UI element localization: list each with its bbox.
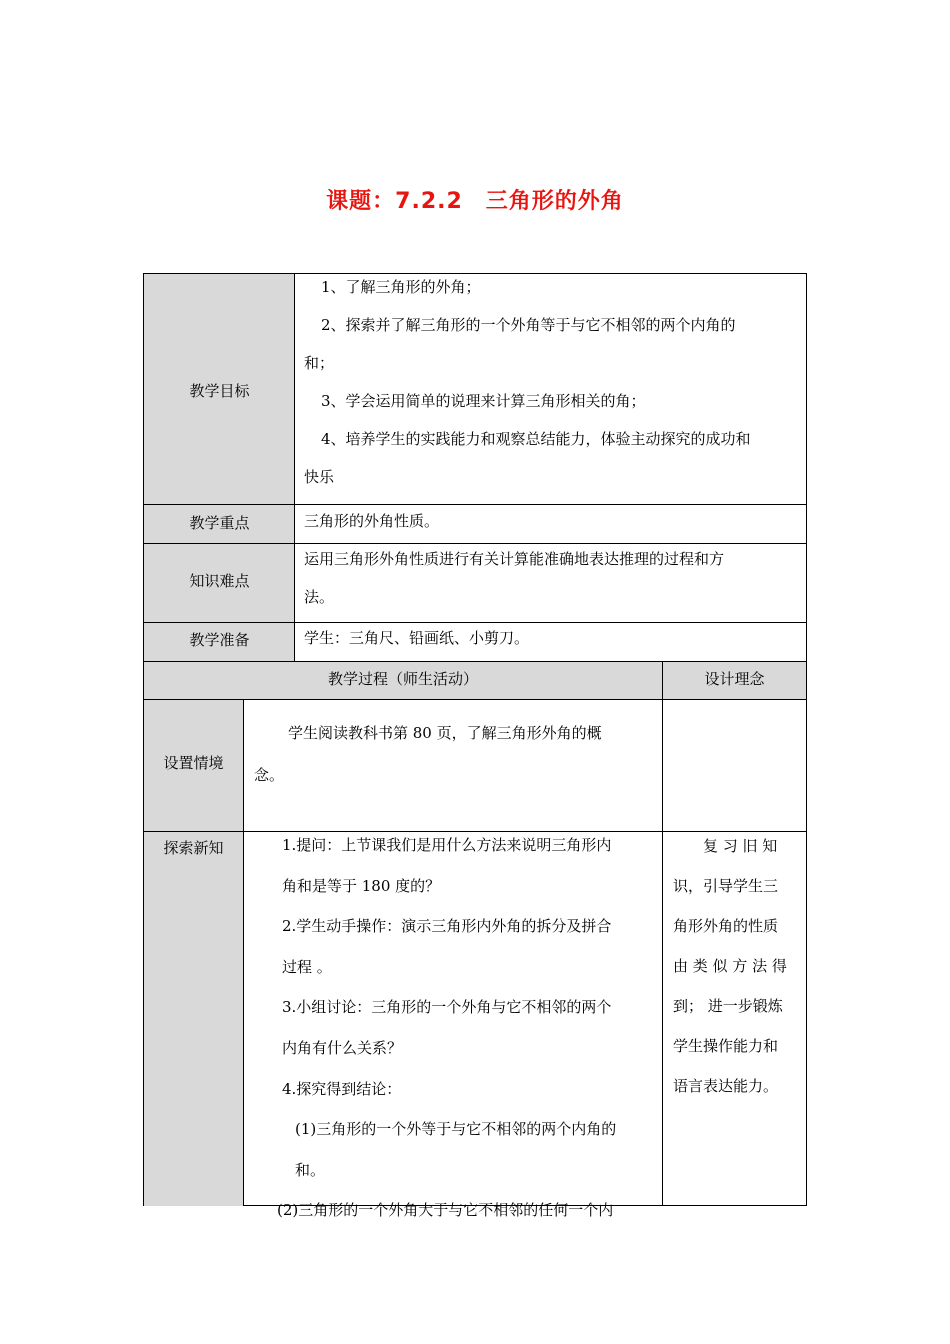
explore-label-cell — [144, 832, 243, 1206]
situation-line: 学生阅读教科书第 80 页，了解三角形外角的概 — [288, 724, 602, 742]
goals-text — [304, 268, 800, 496]
explore-line: 3.小组讨论：三角形的一个外角与它不相邻的两个 — [282, 998, 612, 1017]
situation-line: 念。 — [254, 766, 285, 784]
idea-line: 角形外角的性质 — [673, 917, 779, 935]
explore-line: 内角有什么关系？ — [282, 1038, 403, 1057]
lesson-plan-table — [143, 273, 807, 1220]
goal-line: 2、探索并了解三角形的一个外角等于与它不相邻的两个内角的 — [321, 316, 736, 334]
row-divider — [144, 504, 806, 505]
idea-line: 由 类 似 方 法 得 — [673, 957, 787, 975]
difficulty-line: 运用三角形外角性质进行有关计算能准确地表达推理的过程和方 — [304, 550, 725, 568]
goal-line: 1、了解三角形的外角； — [321, 278, 481, 296]
column-divider — [294, 274, 295, 661]
idea-header: 设计理念 — [704, 670, 765, 688]
prep-text: 学生：三角尺、铅画纸、小剪刀。 — [304, 629, 530, 647]
explore-idea-text — [673, 826, 799, 1106]
idea-line: 复 习 旧 知 — [703, 837, 778, 855]
explore-line: 过程 。 — [282, 957, 332, 976]
difficulty-line: 法。 — [304, 588, 335, 606]
row-divider — [144, 661, 806, 662]
focus-label: 教学重点 — [189, 514, 250, 532]
focus-text: 三角形的外角性质。 — [304, 512, 440, 530]
idea-line: 学生操作能力和 — [673, 1037, 779, 1055]
explore-line: 和。 — [295, 1160, 326, 1179]
idea-line: 识，引导学生三 — [673, 877, 779, 895]
prep-label: 教学准备 — [189, 631, 250, 649]
explore-line: (1)三角形的一个外等于与它不相邻的两个内角的 — [295, 1120, 617, 1139]
situation-text — [254, 712, 654, 796]
goal-line: 和； — [304, 354, 335, 372]
goal-line: 快乐 — [304, 468, 335, 486]
goal-line: 4、培养学生的实践能力和观察总结能力，体验主动探究的成功和 — [321, 430, 751, 448]
page-title: 课题：7.2.2 三角形的外角 — [326, 189, 624, 214]
situation-label: 设置情境 — [163, 754, 224, 772]
explore-line: 角和是等于 180 度的？ — [282, 876, 441, 895]
column-divider — [243, 699, 244, 1206]
explore-line: (2)三角形的一个外角大于与它不相邻的任何一个内 — [277, 1201, 614, 1220]
explore-label: 探索新知 — [163, 839, 224, 857]
explore-text — [277, 825, 660, 1231]
goals-label: 教学目标 — [189, 382, 250, 400]
explore-line: 4.探究得到结论： — [282, 1079, 402, 1098]
difficulty-label: 知识难点 — [189, 572, 250, 590]
idea-line: 语言表达能力。 — [673, 1077, 779, 1095]
process-header: 教学过程（师生活动） — [327, 670, 478, 688]
explore-line: 1.提问：上节课我们是用什么方法来说明三角形内 — [282, 836, 612, 854]
explore-line: 2.学生动手操作：演示三角形内外角的拆分及拼合 — [282, 917, 612, 936]
column-divider — [662, 661, 663, 1206]
idea-line: 到； 进一步锻炼 — [673, 997, 783, 1015]
difficulty-text — [304, 540, 800, 616]
goal-line: 3、学会运用简单的说理来计算三角形相关的角； — [321, 392, 646, 410]
